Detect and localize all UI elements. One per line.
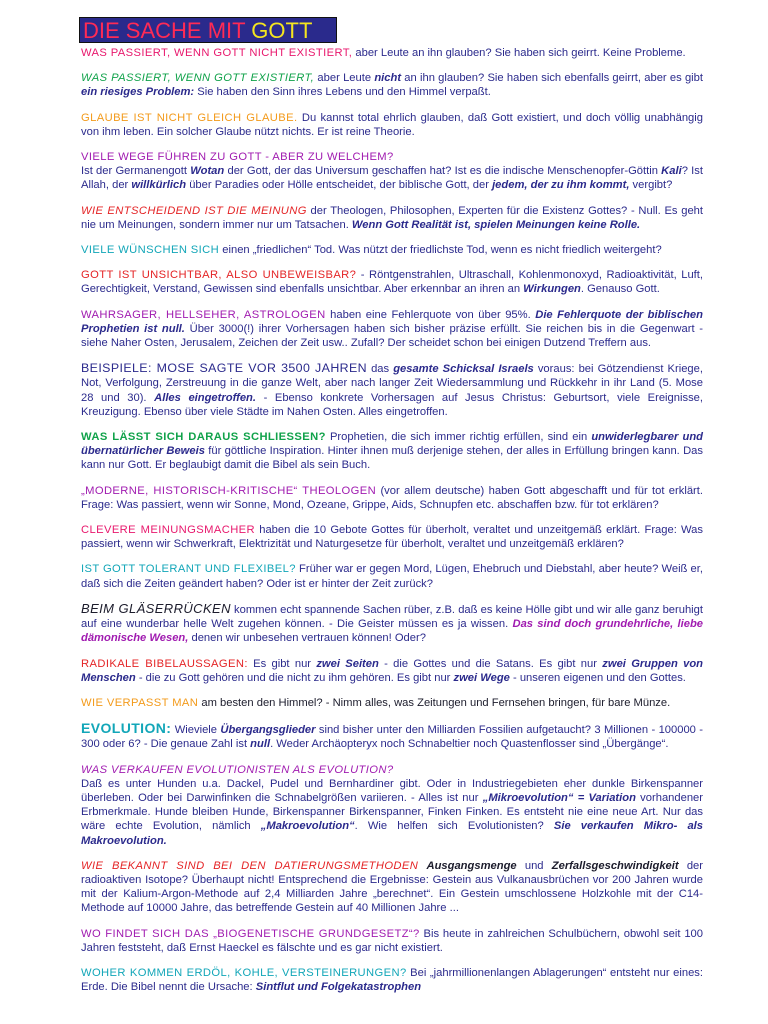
paragraph-text: an ihn glauben? Sie haben sich ebenfalls geirrt, aber es gibt [401,72,703,85]
emphasis: Ausgangsmenge [426,859,517,872]
paragraph-heading: CLEVERE MEINUNGSMACHER [81,524,256,537]
paragraph-10 [81,430,703,473]
paragraph-text: aber Leute [314,72,375,85]
emphasis: Das sind doch grundehrliche, liebe dämonische Wesen, [81,618,704,645]
paragraph-text: Prophetien, die sich immer richtig erfüllen, sind ein [325,431,592,444]
paragraph-6 [81,243,703,257]
paragraph-text: denen wir unbesehen vertrauen können! Oder? [188,632,426,645]
paragraph-heading: „MODERNE, HISTORISCH-KRITISCHE“ THEOLOGEN [81,484,377,497]
paragraph-text: ? Ist Allah, der [81,165,703,192]
emphasis: Wotan [190,165,225,178]
paragraph-text: voraus: bei Götzendienst Kriege, Not, Verfolgung, Zerstreuung in die ganze Welt, aber nach langer Zeit Wiedersammlung und Rückkehr in ihr Land (5. Mose 28 und 30). [81,363,703,404]
paragraph-20 [81,927,703,955]
emphasis: Übergangsglieder [220,724,316,737]
paragraph-heading: WIE VERPASST MAN [81,696,199,709]
paragraph-text: Du kannst total ehrlich glauben, daß Gott existiert, und doch völlig unabhängig von ihm leben. Ein solcher Glaube nützt nichts. Er ist reine Theorie. [81,111,703,138]
emphasis: Sintflut und Folgekatastrophen [255,981,422,994]
paragraph-text: Sie haben den Sinn ihres Lebens und den Himmel verpaßt. [194,86,491,99]
paragraph-text: über Paradies oder Hölle entscheidet, der biblische Gott, der [186,179,493,192]
paragraph-text: Bei „jahrmillionenlangen Ablagerungen“ entsteht nur eines: Erde. Die Bibel nennt die Ursache: [81,966,703,994]
paragraph-text: (vor allem deutsche) haben Gott abgeschafft und für tot erklärt. Frage: Was passiert, wenn wir Sonne, Mond, Ozeane, Grippe, Aids, Schnupfen etc. abschaffen bzw. für tot erklären? [81,484,703,511]
paragraph-text: der radioaktiven Isotope? Überhaupt nicht! Entsprechend die Ergebnisse: Gestein aus Vulkanausbrüchen vor 200 Jahren wurde mit der Kalium-Argon-Methode auf 2,4 Milliarden Jahre „berechnet“. Ein Gestein umschlossene Holzkohle mit der C14-Methode auf 10000 Jahre, das betreffende Gestein auf 40 Millionen Jahre ... [81,859,703,915]
paragraph-text: - die Gottes und die Satans. Es gibt nur [378,657,603,670]
title-part-2: GOTT [251,18,313,43]
paragraph-text: . Genauso Gott. [580,283,660,296]
paragraph-heading: WAS VERKAUFEN EVOLUTIONISTEN ALS EVOLUTION? [81,763,394,776]
paragraph-heading: BEISPIELE: MOSE SAGTE VOR 3500 JAHREN [81,361,368,376]
paragraph-heading: GLAUBE IST NICHT GLEICH GLAUBE. [81,111,298,124]
paragraph-text: aber Leute an ihn glauben? Sie haben sich geirrt. Keine Probleme. [352,47,686,59]
paragraph-17 [81,721,703,751]
paragraph-9 [81,361,703,419]
paragraph-1 [81,46,703,60]
emphasis: null [250,738,271,751]
emphasis: Die Fehlerquote der biblischen Prophetien ist null. [81,308,703,335]
paragraph-text: haben eine Fehlerquote von über 95%. [325,308,536,321]
paragraph-4 [81,150,703,193]
paragraph-text: sind bisher unter den Milliarden Fossilien aufgetaucht? 3 Millionen - 100000 - 300 oder 6? - Die genaue Zahl ist [81,724,703,751]
paragraph-heading: WIE BEKANNT SIND BEI DEN DATIERUNGSMETHODEN [81,859,419,872]
paragraph-15 [81,657,703,685]
paragraph-text: - die zu Gott gehören und die nicht zu ihm gehören. Es gibt nur [135,671,454,684]
paragraph-2 [81,71,703,99]
emphasis: Kali [661,165,682,178]
paragraph-text: einen „friedlichen“ Tod. Was nützt der friedlichste Tod, wenn es nicht friedlich weitergeht? [219,244,662,257]
paragraph-text: am besten den Himmel? - Nimm alles, was Zeitungen und Fernsehen bringen, für bare Münze. [198,696,671,709]
paragraph-heading: WIE ENTSCHEIDEND IST DIE MEINUNG [81,204,307,217]
emphasis: zwei Seiten [316,657,379,670]
paragraph-heading: WAHRSAGER, HELLSEHER, ASTROLOGEN [81,308,326,321]
emphasis: nicht [374,72,402,85]
paragraph-text: - Ebenso konkrete Vorhersagen auf Jesus Christus: Geburtsort, viele Ereignisse, Kreuzigung. Ebenso über viele Städte im Nahen Osten. Alles eingetroffen. [81,391,703,418]
emphasis: jedem, der zu ihm kommt, [492,179,630,192]
emphasis: willkürlich [131,179,187,192]
paragraph-heading: BEIM GLÄSERRÜCKEN [81,600,231,616]
paragraph-text: Ist der Germanengott [81,165,191,178]
emphasis: zwei Wege [453,671,510,684]
text-column [81,46,703,1005]
emphasis: „Mikroevolution“ = Variation [482,791,636,804]
paragraph-16 [81,696,703,710]
paragraph-text: Daß es unter Hunden u.a. Dackel, Pudel und Bernhardiner gibt. Oder in Industriegebieten eher dunkle Birkenspanner überleben. Oder bei Darwinfinken die Schnabelgrößen variieren. - Alles ist nur [81,777,703,804]
paragraph-18 [81,763,703,848]
emphasis: ein riesiges Problem: [81,86,195,99]
emphasis: unwiderlegbarer und übernatürlicher Beweis [81,431,703,458]
paragraph-text: - Röntgenstrahlen, Ultraschall, Kohlenmonoxyd, Radioaktivität, Luft, Gerechtigkeit, Verstand, Gewissen sind ebenfalls unsichtbar. Aber erkennbar an ihren an [81,269,703,296]
paragraph-text: und [516,859,552,872]
paragraph-5 [81,204,703,232]
paragraph-8 [81,308,703,351]
paragraph-heading: EVOLUTION: [81,720,172,737]
paragraph-heading: RADIKALE BIBELAUSSAGEN: [81,657,248,670]
paragraph-7 [81,268,703,296]
paragraph-heading: GOTT IST UNSICHTBAR, ALSO UNBEWEISBAR? [81,269,357,282]
paragraph-11 [81,484,703,512]
page-bottom-edge [0,1017,768,1024]
paragraph-text: das [367,363,394,376]
paragraph-heading: IST GOTT TOLERANT UND FLEXIBEL? [81,563,296,576]
paragraph-text: der Gott, der das Universum geschaffen hat? Ist es die indische Menschenopfer-Göttin [224,165,662,178]
emphasis: Wirkungen [523,283,581,296]
paragraph-heading: WAS PASSIERT, WENN GOTT EXISTIERT, [81,72,315,85]
paragraph-text: vergibt? [629,179,673,192]
paragraph-text: der Theologen, Philosophen, Experten für die Existenz Gottes? - Null. Es geht nie um Meinungen, sondern immer nur um Tatsachen. [81,204,703,231]
emphasis: zwei Gruppen von Menschen [81,657,704,684]
paragraph-text: Bis heute in zahlreichen Schulbüchern, obwohl seit 100 Jahren feststeht, daß Ernst Haeckel es fälschte und es gar nicht existiert. [81,927,703,954]
paragraph-heading: VIELE WEGE FÜHREN ZU GOTT - ABER ZU WELCHEM? [81,151,394,164]
emphasis: „Makroevolution“ [260,820,355,833]
paragraph-3 [81,111,703,139]
paragraph-text: Früher war er gegen Mord, Lügen, Ehebruch und Diebstahl, aber heute? Weiß er, daß sich die Zeiten geändert haben? Oder ist er hinter der Zeit zurück? [81,563,703,590]
paragraph-text: für göttliche Inspiration. Hinter ihnen muß derjenige stehen, der alles in Erfüllung bringen kann. Das kann nur Gott. Er beglaubigt damit die Bibel als sein Buch. [81,445,703,472]
paragraph-heading: WOHER KOMMEN ERDÖL, KOHLE, VERSTEINERUNGEN? [81,966,407,979]
paragraph-text: haben die 10 Gebote Gottes für überholt, veraltet und unzeitgemäß erklärt. Frage: Was passiert, wenn wir Schwerkraft, Elektrizität und Naturgesetze für überholt, veraltet und unzeitgemäß erklären? [81,524,703,551]
paragraph-14 [81,602,703,646]
paragraph-heading: VIELE WÜNSCHEN SICH [81,244,220,257]
paragraph-text: . Weder Archäopteryx noch Schnabeltier noch Quastenflosser sind „Übergänge“. [270,738,669,751]
title-part-1: DIE SACHE MIT [83,18,252,43]
paragraph-heading: WO FINDET SICH DAS „BIOGENETISCHE GRUNDGESETZ“? [81,927,420,940]
paragraph-19 [81,859,703,916]
paragraph-text: vorhandener Erbmerkmale. Hunde bleiben Hunde, Birkenspanner Birkenspanner, Finken Finken. Es entsteht nie eine neue Art. Nur das wäre echte Evolution, nämlich [81,791,703,833]
paragraph-text: . Wie helfen sich Evolutionisten? [354,820,554,833]
emphasis: Sie verkaufen Mikro- als Makroevolution. [81,820,703,847]
paragraph-heading: WAS PASSIERT, WENN GOTT NICHT EXISTIERT, [81,47,353,59]
paragraph-13 [81,562,703,590]
paragraph-text: - unseren eigenen und den Gottes. [509,671,686,684]
paragraph-text: Wieviele [171,724,221,737]
paragraph-heading: WAS LÄSST SICH DARAUS SCHLIESSEN? [81,431,326,444]
page-title [79,17,337,43]
paragraph-text: Über 3000(!) ihrer Vorhersagen haben sich bisher präzise erfüllt. Sie reichen bis in die Gegenwart - siehe Naher Osten, Jerusalem, Zeichen der Zeit usw.. Zufall? Der scheidet schon bei einigen Dutzend Treffern aus. [81,322,703,350]
emphasis: Wenn Gott Realität ist, spielen Meinungen keine Rolle. [351,218,641,231]
emphasis: Alles eingetroffen. [154,391,256,404]
paragraph-text: kommen echt spannende Sachen rüber, z.B. daß es keine Hölle gibt und wir alle ganz beruhigt auf eine wunderbar helle Welt zugehen können. - Die Geister müssen es ja wissen. [81,603,703,631]
paragraph-text: Es gibt nur [247,657,317,670]
emphasis: Zerfallsgeschwindigkeit [551,859,679,872]
paragraph-21 [81,966,703,994]
paragraph-12 [81,523,703,551]
emphasis: gesamte Schicksal Israels [393,363,534,376]
